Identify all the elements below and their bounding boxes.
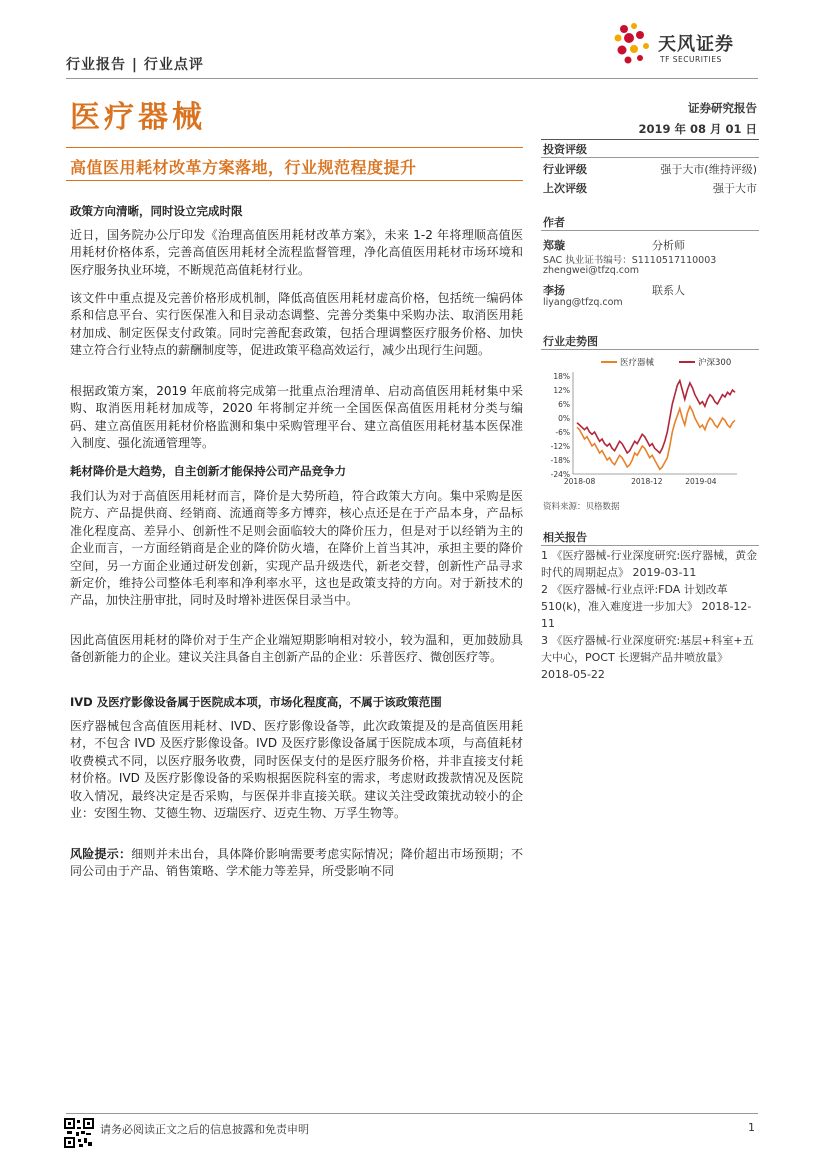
related-divider [541, 545, 759, 546]
author-name: 李扬 [543, 284, 565, 297]
body-paragraph: 我们认为对于高值医用耗材而言，降价是大势所趋，符合政策大方向。集中采购是医院方、产品提供商、经销商、流通商等多方博弈，核心点还是在于产品本身，产品标准化程度高、差异小、创新性不足则会面临较大的降价压力，但是对于以经销为主的企业而言，一方面经销商是企业的降价防火墙，在降价上首当其冲，承担主要的降价空间，另一方面企业通过研发创新，实现产品升级迭代，新老交替，创新性产品寻求新定价，维持公司整体毛利率和净利率水平，这也是政策支持的方向。对于新技术的产品，加快注册审批，同时及时增补进医保目录当中。 [70, 489, 523, 608]
trend-chart [541, 352, 759, 488]
logo-subtitle: TF SECURITIES [660, 55, 722, 64]
y-tick-label: 6% [558, 400, 570, 409]
author-role: 联系人 [652, 284, 685, 297]
authors-divider [541, 230, 759, 231]
rating-heading: 投资评级 [543, 143, 587, 156]
risk-label: 风险提示： [70, 847, 132, 861]
related-report-item[interactable]: 1 《医疗器械-行业深度研究:医疗器械，黄金时代的周期起点》 2019-03-11 [541, 549, 758, 579]
section-heading: 政策方向清晰，同时设立完成时限 [70, 204, 243, 218]
y-tick-label: 0% [558, 414, 570, 423]
prev-rating-value: 强于大市 [713, 182, 757, 195]
series-line [577, 406, 735, 469]
author-email[interactable]: liyang@tfzq.com [543, 297, 623, 308]
y-tick-label: 12% [553, 386, 570, 395]
date-divider [541, 139, 759, 140]
footer-divider [66, 1113, 758, 1114]
report-category: 行业报告 | 行业点评 [66, 57, 204, 73]
author-role: 分析师 [652, 239, 685, 252]
company-logo [610, 20, 760, 72]
y-tick-label: -24% [550, 470, 570, 479]
related-report-item[interactable]: 2 《医疗器械-行业点评:FDA 计划改革 510(k)，准入难度进一步加大》 2018-12-11 [541, 583, 752, 630]
rating-divider [541, 157, 759, 158]
y-tick-label: -6% [555, 428, 570, 437]
x-tick-label: 2019-04 [685, 477, 717, 486]
body-paragraph: 根据政策方案，2019 年底前将完成第一批重点治理清单、启动高值医用耗材集中采购、取消医用耗材加成等，2020 年将制定并统一全国医保高值医用耗材分类与编码、建立高值医用耗材价格监测和集中采购管理平台、建立高值医用耗材基本医保准入制度、强化流通管理等。 [70, 384, 523, 451]
author-email[interactable]: zhengwei@tfzq.com [543, 265, 640, 276]
body-paragraph: 医疗器械包含高值医用耗材、IVD、医疗影像设备等，此次政策提及的是高值医用耗材，不包含 IVD 及医疗影像设备。IVD 及医疗影像设备属于医院成本项，与高值耗材收费模式不同，以医疗服务收费，同时医保支付的是医疗服务价格，并非直接支付耗材价格。IVD 及医疗影像设备的采购根据医院科室的需求，考虑财政拨款情况及医院收入情况，最终决定是否采购，与医保并非直接关联。建议关注受政策扰动较小的企业：安图生物、艾德生物、迈瑞医疗、迈克生物、万孚生物等。 [70, 719, 523, 821]
report-type: 证券研究报告 [688, 101, 757, 115]
page-number: 1 [748, 1121, 755, 1134]
report-date: 2019 年 08 月 01 日 [638, 122, 757, 136]
qr-code-icon [64, 1118, 94, 1148]
chart-source: 资料来源：贝格数据 [543, 502, 620, 512]
related-heading: 相关报告 [543, 531, 587, 544]
risk-paragraph [70, 846, 523, 881]
logo-name: 天风证券 [658, 34, 734, 55]
related-report-item[interactable]: 3 《医疗器械-行业深度研究:基层+科室+五大中心，POCT 长逻辑产品井喷放量》 2018-05-22 [541, 634, 754, 681]
y-tick-label: 18% [553, 372, 570, 381]
series-line [577, 381, 735, 453]
risk-text: 细则并未出台，具体降价影响需要考虑实际情况；降价超出市场预期；不同公司由于产品、销售策略、学术能力等差异，所受影响不同 [70, 847, 523, 879]
x-tick-label: 2018-08 [563, 477, 596, 486]
section-heading: IVD 及医疗影像设备属于医院成本项，市场化程度高，不属于该政策范围 [70, 695, 442, 709]
rating-label: 行业评级 [543, 163, 587, 176]
body-paragraph: 近日，国务院办公厅印发《治理高值医用耗材改革方案》，未来 1-2 年将理顺高值医用耗材价格体系，完善高值医用耗材全流程监督管理，净化高值医用耗材市场环境和医疗服务执业环境，不断规范高值耗材行业。 [70, 228, 523, 277]
sector-title: 医疗器械 [70, 100, 206, 135]
legend-label: 医疗器械 [620, 358, 655, 368]
header-divider [66, 78, 758, 79]
disclaimer-text[interactable]: 请务必阅读正文之后的信息披露和免责申明 [100, 1123, 309, 1136]
x-tick-label: 2018-12 [631, 477, 663, 486]
body-paragraph: 该文件中重点提及完善价格形成机制，降低高值医用耗材虚高价格，包括统一编码体系和信息平台、实行医保准入和目录动态调整、完善分类集中采购办法、取消医用耗材加成、制定医保支付政策。同时完善配套政策，包括合理调整医疗服务价格、加快建立符合行业特点的薪酬制度等，促进政策平稳高效运行，减少出现行生问题。 [70, 291, 523, 358]
section-heading: 耗材降价是大趋势，自主创新才能保持公司产品竞争力 [70, 464, 346, 478]
y-tick-label: -18% [550, 456, 570, 465]
trend-divider [541, 349, 759, 350]
body-paragraph: 因此高值医用耗材的降价对于生产企业端短期影响相对较小，较为温和，更加鼓励具备创新能力的企业。建议关注具备自主创新产品的企业：乐普医疗、微创医疗等。 [70, 633, 523, 665]
rating-value: 强于大市(维持评级) [660, 163, 757, 176]
trend-heading: 行业走势图 [543, 335, 598, 348]
report-title: 高值医用耗材改革方案落地，行业规范程度提升 [70, 158, 417, 177]
authors-heading: 作者 [543, 216, 565, 229]
prev-rating-label: 上次评级 [543, 182, 587, 195]
author-cert: SAC 执业证书编号：S1110517110003 [543, 255, 717, 266]
author-name: 郑璇 [543, 239, 565, 252]
y-tick-label: -12% [550, 442, 570, 451]
legend-label: 沪深300 [698, 358, 732, 368]
logo-dots-icon [610, 20, 656, 70]
